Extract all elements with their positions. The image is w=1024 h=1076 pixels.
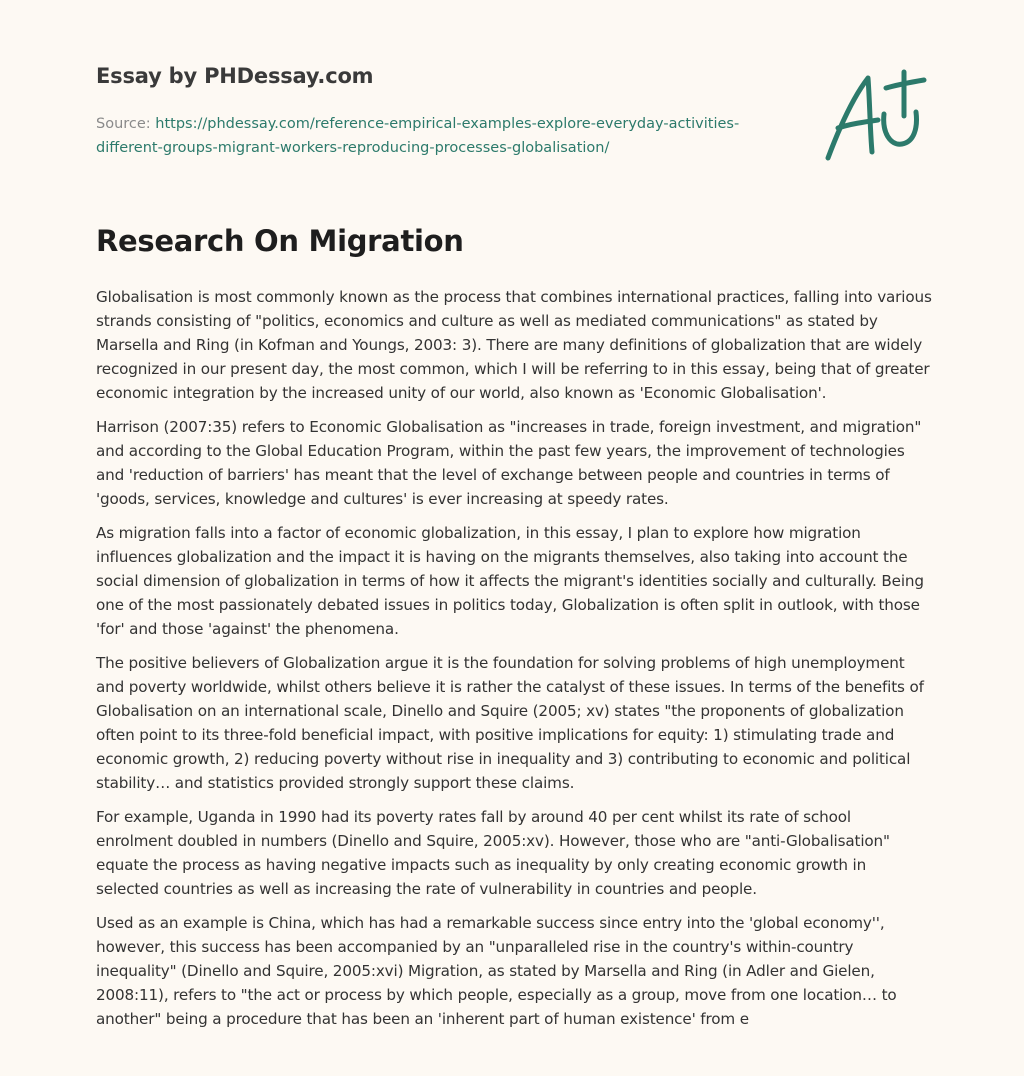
essay-paragraph: Harrison (2007:35) refers to Economic Globalisation as "increases in trade, foreign investment, and migration" and according to the Global Education Program, within the past few years, the improvement of technologies and 'reduction of barriers' has meant that the level of exchange between people and countries in terms of 'goods, services, knowledge and cultures' is ever increasing at speedy rates. xyxy=(96,418,922,508)
essay-title: Research On Migration xyxy=(96,224,464,258)
essay-paragraph: As migration falls into a factor of economic globalization, in this essay, I plan to explore how migration influences globalization and the impact it is having on the migrants themselves, also taking into account the social dimension of globalization in terms of how it affects the migrant's identities socially and culturally. Being one of the most passionately debated issues in politics today, Globalization is often split in outlook, with those 'for' and those 'against' the phenomena. xyxy=(96,524,924,638)
a-plus-logo-icon xyxy=(820,66,930,166)
essay-paragraph: Globalisation is most commonly known as the process that combines international practices, falling into various strands consisting of "politics, economics and culture as well as mediated communications" as stated by Marsella and Ring (in Kofman and Youngs, 2003: 3). There are many definitions of globalization that are widely recognized in our present day, the most common, which I will be referring to in this essay, being that of greater economic integration by the increased unity of our world, also known as 'Economic Globalisation'. xyxy=(96,288,932,402)
essay-body xyxy=(96,285,932,1041)
source-link[interactable]: https://phdessay.com/reference-empirical-examples-explore-everyday-activities-different-groups-migrant-workers-reproducing-processes-globalisation/ xyxy=(96,116,740,156)
source-line xyxy=(96,112,796,160)
source-label: Source: xyxy=(96,116,151,132)
essay-paragraph: For example, Uganda in 1990 had its poverty rates fall by around 40 per cent whilst its rate of school enrolment doubled in numbers (Dinello and Squire, 2005:xv). However, those who are "anti-Globalisation" equate the process as having negative impacts such as inequality by only creating economic growth in selected countries as well as increasing the rate of vulnerability in countries and people. xyxy=(96,808,890,898)
bottom-fade-overlay xyxy=(0,1030,1024,1076)
site-title: Essay by PHDessay.com xyxy=(96,64,374,88)
essay-paragraph: Used as an example is China, which has had a remarkable success since entry into the 'global economy'', however, this success has been accompanied by an "unparalleled rise in the country's within-country inequality" (Dinello and Squire, 2005:xvi) Migration, as stated by Marsella and Ring (in Adler and Gielen, 2008:11), refers to "the act or process by which people, especially as a group, move from one location… to another" being a procedure that has been an 'inherent part of human existence' from e xyxy=(96,914,897,1028)
essay-paragraph: The positive believers of Globalization argue it is the foundation for solving problems of high unemployment and poverty worldwide, whilst others believe it is rather the catalyst of these issues. In terms of the benefits of Globalisation on an international scale, Dinello and Squire (2005; xv) states "the proponents of globalization often point to its three-fold beneficial impact, with positive implications for equity: 1) stimulating trade and economic growth, 2) reducing poverty without rise in inequality and 3) contributing to economic and political stability… and statistics provided strongly support these claims. xyxy=(96,654,924,792)
